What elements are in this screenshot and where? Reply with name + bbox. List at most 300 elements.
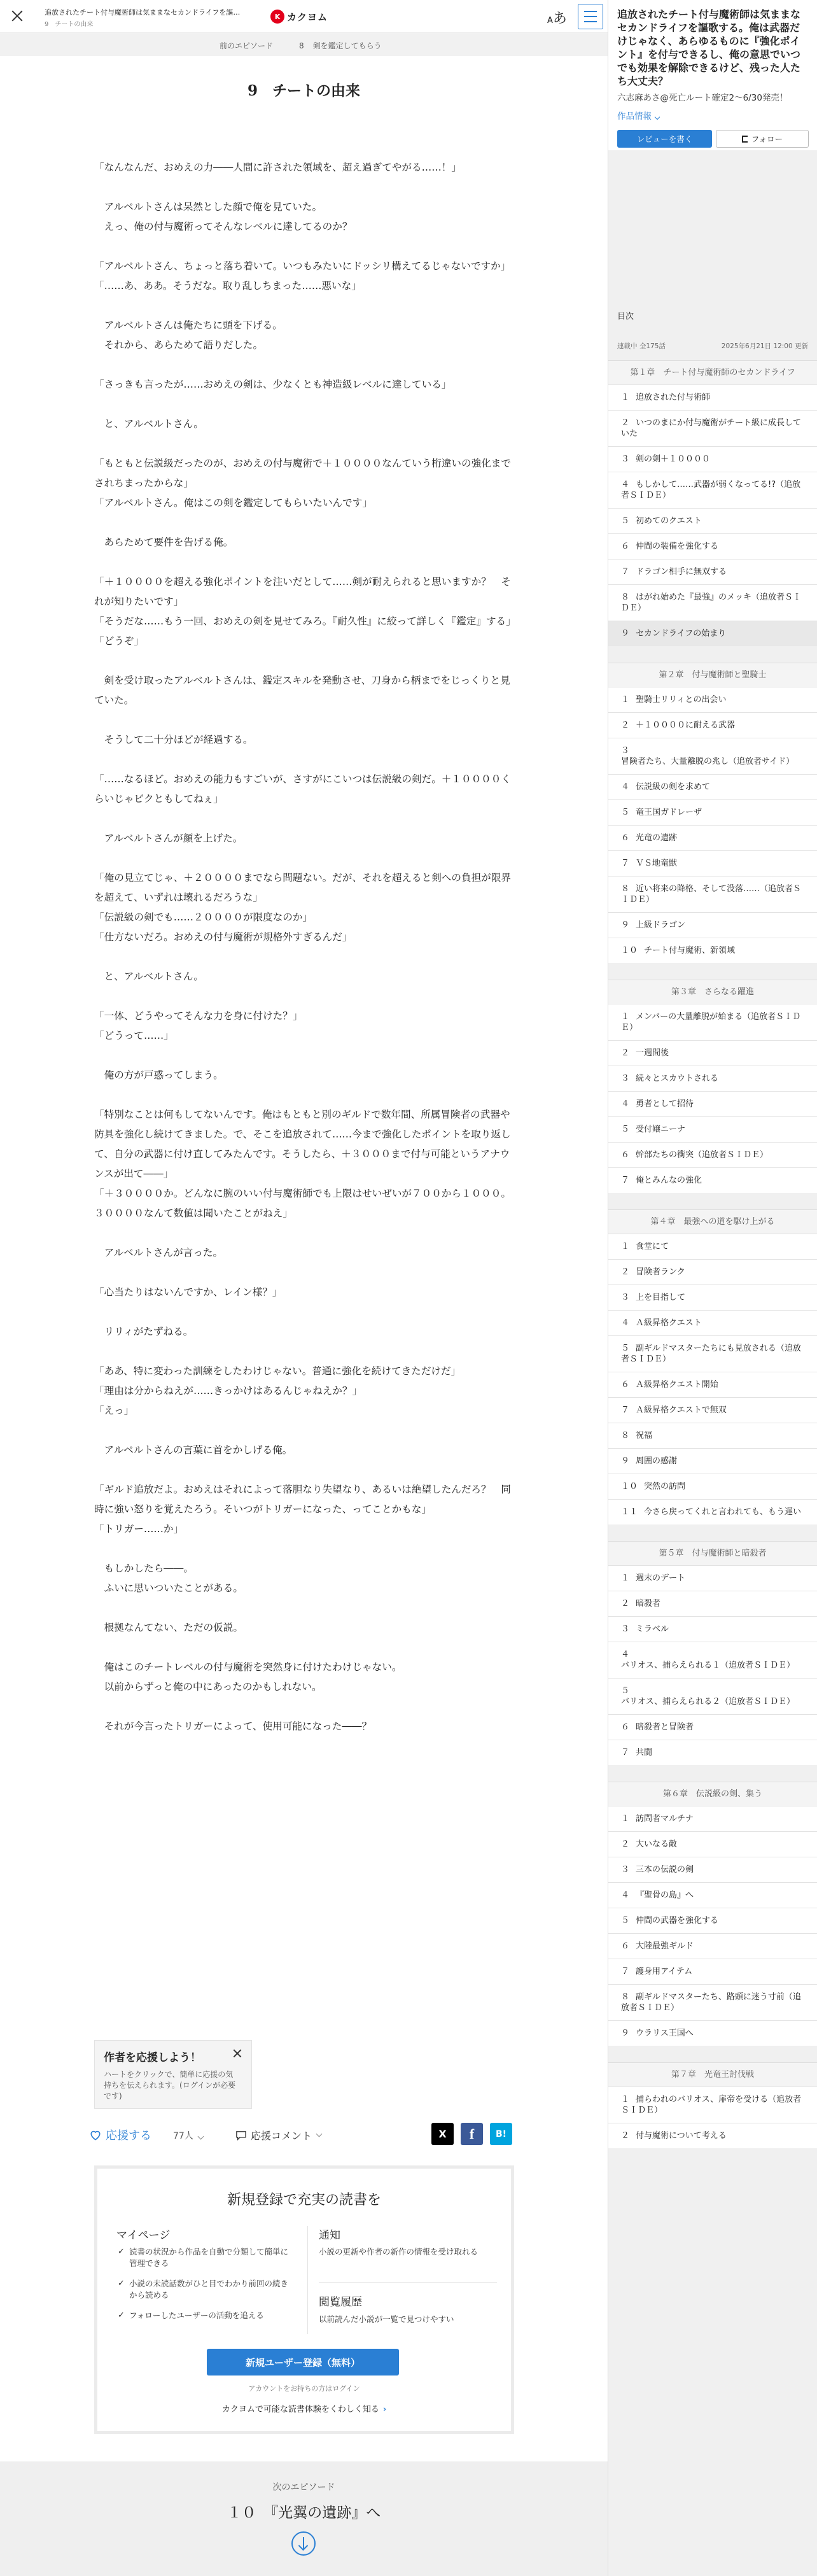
toc-episode-title: 上を目指して bbox=[636, 1293, 686, 1302]
toc-episode-item[interactable] bbox=[608, 1234, 817, 1259]
toc-episode-number: ４ bbox=[621, 1099, 630, 1109]
blank-line bbox=[94, 848, 518, 868]
toc-episode-item[interactable] bbox=[608, 738, 817, 774]
episode-paragraph: 剣を受け取ったアルベルトさんは、鑑定スキルを発動させ、刀身から柄までをじっくりと見ていた。 bbox=[94, 675, 510, 706]
toc-episode-number: ２ bbox=[621, 2131, 630, 2141]
toc-episode-number: ６ bbox=[621, 1941, 630, 1951]
episode-paragraph: 「＋１００００を超える強化ポイントを注いだとして……剣が耐えられると思いますか？ それが知りたいです」 bbox=[94, 576, 511, 607]
chevron-down-icon bbox=[655, 115, 660, 120]
toc-episode-title: ドラゴン相手に無双する bbox=[636, 567, 727, 577]
chevron-down-icon bbox=[316, 2131, 323, 2137]
toc-heading: 目次 bbox=[617, 312, 634, 321]
blank-line bbox=[94, 1421, 518, 1440]
toc-episode-title: ミラベル bbox=[636, 1624, 669, 1634]
episode-paragraph: 「アルベルトさん。俺はこの剣を鑑定してもらいたいんです」 bbox=[94, 497, 372, 509]
toc-episode-number: ６ bbox=[621, 1150, 630, 1160]
work-title-short[interactable]: 追放されたチート付与魔術師は気ままなセカンドライフを謳… bbox=[45, 8, 241, 17]
learn-more-link[interactable] bbox=[97, 2402, 511, 2414]
share-facebook-button[interactable]: f bbox=[461, 2123, 483, 2145]
blank-line bbox=[94, 947, 518, 967]
toc-episode-number: ５ bbox=[621, 1686, 630, 1696]
toc-episode-item[interactable] bbox=[608, 1310, 817, 1335]
toc-episode-item[interactable] bbox=[608, 1335, 817, 1372]
toc-episode-title: ウラリス王国へ bbox=[636, 2029, 694, 2038]
toc-episode-item[interactable] bbox=[608, 1933, 817, 1959]
prev-episode-link[interactable]: 前のエピソード bbox=[220, 41, 274, 50]
blank-line bbox=[94, 1460, 518, 1480]
toc-episode-number: １ bbox=[621, 2095, 630, 2104]
toc-episode-item[interactable] bbox=[608, 446, 817, 472]
chapter-gap bbox=[608, 646, 817, 663]
toc-episode-item[interactable] bbox=[608, 472, 817, 508]
toc-episode-title: 今さら戻ってくれと言われても、もう遅い bbox=[644, 1507, 802, 1517]
toc-episode-item[interactable] bbox=[608, 2087, 817, 2123]
blank-line bbox=[94, 237, 518, 257]
toc-episode-number: ７ bbox=[621, 859, 630, 868]
episode-paragraph: 「俺の見立てじゃ、＋２００００までなら問題ない。だが、それを超えると剣への負担が限界を超えて、いずれは壊れるだろうな」 bbox=[94, 872, 511, 903]
blank-line bbox=[94, 553, 518, 572]
episode-paragraph: 「……あ、ああ。そうだな。取り乱しちまった……悪いな」 bbox=[94, 280, 361, 292]
episode-paragraph: 「なんなんだ、おめえの力――人間に許された領域を、超え過ぎてやがる……！」 bbox=[94, 162, 461, 173]
toc-episode-item[interactable] bbox=[608, 508, 817, 533]
toc-episode-number: ５ bbox=[621, 1344, 630, 1353]
feature-item: ✓ 小説の未読話数がひと目でわかり前回の続きから読める bbox=[116, 2278, 295, 2301]
toc-episode-title: 光竜の遺跡 bbox=[636, 833, 678, 843]
toc-episode-title: 共闘 bbox=[636, 1748, 653, 1757]
toc-episode-number: １ bbox=[621, 695, 630, 705]
arrow-down-circle-icon[interactable] bbox=[291, 2531, 316, 2556]
toc-episode-item[interactable] bbox=[608, 1499, 817, 1524]
cheer-count-value: 77人 bbox=[173, 2131, 193, 2141]
episode-paragraph: ふいに思いついたことがある。 bbox=[94, 1582, 243, 1594]
toc-status: 連載中 全175話 bbox=[617, 342, 666, 350]
toc-episode-title: 副ギルドマスターたち、路頭に迷う寸前（追放者ＳＩＤＥ） bbox=[621, 1992, 801, 2013]
toc-episode-number: ３ bbox=[621, 1624, 630, 1634]
toc-chapter-title: 第５章 付与魔術師と暗殺者 bbox=[608, 1541, 817, 1565]
toc-episode-item[interactable] bbox=[608, 1116, 817, 1142]
episode-paragraph: 「一体、どうやってそんな力を身に付けた？」 bbox=[94, 1010, 303, 1022]
toc-fade-overlay bbox=[608, 2438, 817, 2576]
toc-episode-item[interactable] bbox=[608, 559, 817, 584]
toc-episode-title: Ａ級昇格クエスト開始 bbox=[636, 1380, 718, 1390]
toc-episode-number: ９ bbox=[621, 2029, 630, 2038]
episode-paragraph: 「特別なことは何もしてないんです。俺はもともと別のギルドで数年間、所属冒険者の武器や防具を強化し続けてきました。で、そこを追放されて……今まで強化したポイントを取り返して、自分の武器に付け直してみたんです。そうしたら、＋３０００まで付与可能というアナウンスが出て――」 bbox=[94, 1109, 511, 1179]
toc-sidebar bbox=[608, 0, 817, 2576]
toc-episode-number: ６ bbox=[621, 833, 630, 843]
episode-paragraph: 根拠なんてない、ただの仮説。 bbox=[94, 1622, 243, 1633]
toc-episode-item[interactable] bbox=[608, 850, 817, 876]
blank-line bbox=[94, 178, 518, 197]
toc-chapter-title: 第４章 最強への道を駆け上がる bbox=[608, 1209, 817, 1234]
toc-episode-number: １０ bbox=[621, 946, 638, 955]
blank-line bbox=[94, 296, 518, 316]
toc-episode-title: 俺とみんなの強化 bbox=[636, 1176, 702, 1185]
history-heading: 閲覧履歴 bbox=[319, 2296, 362, 2309]
feature-item: ✓ 読書の状況から作品を自動で分類して簡単に管理できる bbox=[116, 2246, 295, 2269]
chapter-gap bbox=[608, 1524, 817, 1541]
heart-icon bbox=[89, 2129, 102, 2141]
episode-paragraph: 「アルベルトさん、ちょっと落ち着いて。いつもみたいにドッシリ構えてるじゃないですか」 bbox=[94, 260, 511, 272]
toc-episode-item[interactable] bbox=[608, 799, 817, 825]
toc-updated: 2025年6月21日 12:00 更新 bbox=[721, 342, 808, 350]
work-info-label: 作品情報 bbox=[617, 111, 652, 122]
toc-episode-number: ５ bbox=[621, 516, 630, 526]
toc-episode-number: ７ bbox=[621, 567, 630, 577]
toc-list bbox=[608, 360, 817, 2148]
font-size-button[interactable] bbox=[547, 8, 567, 27]
toc-episode-item[interactable] bbox=[608, 1091, 817, 1116]
blank-line bbox=[94, 395, 518, 414]
toc-episode-title: 食堂にて bbox=[636, 1242, 669, 1251]
blank-line bbox=[94, 1302, 518, 1322]
episode-paragraph: アルベルトさんが顔を上げた。 bbox=[94, 833, 243, 844]
episode-paragraph: 「トリガー……か」 bbox=[94, 1523, 184, 1535]
work-summary bbox=[608, 0, 817, 150]
blank-line bbox=[94, 513, 518, 533]
toc-episode-item[interactable] bbox=[608, 1984, 817, 2020]
toc-episode-title: 仲間の装備を強化する bbox=[636, 542, 719, 551]
toc-episode-number: ４ bbox=[621, 1318, 630, 1328]
close-icon[interactable] bbox=[10, 9, 24, 23]
toc-episode-title: 副ギルドマスターたちにも見放される（追放者ＳＩＤＥ） bbox=[621, 1344, 801, 1364]
toc-episode-title: 追放された付与術師 bbox=[636, 393, 711, 402]
learn-more-label: カクヨムで可能な読書体験をくわしく知る bbox=[221, 2405, 379, 2414]
episode-paragraph: リリィがたずねる。 bbox=[94, 1326, 193, 1337]
toc-episode-item[interactable] bbox=[608, 1806, 817, 1831]
follow-label: フォロー bbox=[751, 134, 783, 144]
toc-episode-item[interactable] bbox=[608, 1908, 817, 1933]
toc-episode-title: 大いなる敵 bbox=[636, 1840, 678, 1849]
toc-episode-number: ３ bbox=[621, 746, 630, 756]
toc-episode-title: 付与魔術について考える bbox=[636, 2131, 727, 2141]
toc-episode-title: チート付与魔術、新領域 bbox=[644, 946, 736, 955]
toc-episode-title: Ａ級昇格クエスト bbox=[636, 1318, 702, 1328]
feature-item: ✓ フォローしたユーザーの活動を追える bbox=[116, 2310, 295, 2321]
toc-episode-item[interactable] bbox=[608, 1678, 817, 1714]
toc-episode-item[interactable] bbox=[608, 533, 817, 559]
divider bbox=[319, 2282, 497, 2283]
episode-paragraph: と、アルベルトさん。 bbox=[94, 418, 204, 430]
episode-paragraph: 「そうだな……もう一回、おめえの剣を見せてみろ。『耐久性』に絞って詳しく『鑑定』する」 bbox=[94, 616, 516, 627]
toc-episode-item[interactable] bbox=[608, 876, 817, 912]
toc-episode-title: 初めてのクエスト bbox=[636, 516, 702, 526]
toc-chapter-title: 第７章 光竜王討伐戦 bbox=[608, 2062, 817, 2087]
blank-line bbox=[94, 434, 518, 454]
toc-episode-title: 捕らわれのバリオス、扉帝を受ける（追放者ＳＩＤＥ） bbox=[621, 2095, 802, 2115]
prev-episode-title[interactable] bbox=[299, 40, 382, 51]
register-title: 新規登録で充実の読書を bbox=[227, 2192, 381, 2208]
blank-line bbox=[94, 355, 518, 375]
blank-line bbox=[94, 1223, 518, 1243]
toc-episode-number: ５ bbox=[621, 808, 630, 817]
toc-episode-item[interactable] bbox=[608, 1857, 817, 1882]
toc-episode-title: もしかして……武器が弱くなってる!?（追放者ＳＩＤＥ） bbox=[621, 480, 801, 500]
episode-paragraph: 「＋３００００か。どんなに腕のいい付与魔術師でも上限はせいぜいが７００から１０００。３００００なんて数値は聞いたことがねえ」 bbox=[94, 1188, 511, 1219]
cheer-button[interactable] bbox=[89, 2127, 151, 2143]
header-episode bbox=[45, 18, 99, 28]
toc-episode-item[interactable] bbox=[608, 621, 817, 646]
episode-paragraph: アルベルトさんは俺たちに頭を下げる。 bbox=[94, 320, 283, 331]
blank-line bbox=[94, 1263, 518, 1283]
toc-episode-number: ２ bbox=[621, 721, 630, 730]
toc-episode-title: 訪問者マルチナ bbox=[636, 1814, 694, 1824]
episode-paragraph: 「伝説級の剣でも……２００００が限度なのか」 bbox=[94, 911, 313, 923]
toc-episode-item[interactable] bbox=[608, 1740, 817, 1765]
toc-chapter-title: 第１章 チート付与魔術師のセカンドライフ bbox=[608, 360, 817, 384]
toc-episode-number: ９ bbox=[621, 1456, 630, 1466]
next-episode-area bbox=[0, 2461, 608, 2576]
toc-episode-item[interactable] bbox=[608, 825, 817, 850]
blank-line bbox=[94, 1085, 518, 1105]
toc-episode-item[interactable] bbox=[608, 1448, 817, 1474]
chevron-down-icon bbox=[197, 2134, 204, 2140]
toc-episode-number: １ bbox=[621, 1012, 630, 1022]
episode-paragraph: えっ、俺の付与魔術ってそんなレベルに達してるのか？ bbox=[94, 221, 353, 232]
toc-episode-number: ２ bbox=[621, 1599, 630, 1608]
toc-episode-title: 幹部たちの衝突（追放者ＳＩＤＥ） bbox=[636, 1150, 769, 1160]
toc-episode-item[interactable] bbox=[608, 1882, 817, 1908]
toc-episode-title: 伝説級の剣を求めて bbox=[636, 782, 711, 792]
toc-episode-number: ８ bbox=[621, 1431, 630, 1440]
cheer-prompt-text: ハートをクリックで、簡単に応援の気持ちを伝えられます。(ログインが必要です) bbox=[104, 2070, 236, 2101]
toc-episode-item[interactable] bbox=[608, 1565, 817, 1591]
toc-episode-title: 続々とスカウトされる bbox=[636, 1074, 719, 1083]
toc-episode-number: １ bbox=[621, 393, 630, 402]
toc-episode-title: 護身用アイテム bbox=[636, 1967, 693, 1976]
share-hatena-button[interactable]: B! bbox=[490, 2123, 512, 2145]
blank-line bbox=[94, 1598, 518, 1618]
toc-episode-title: いつのまにか付与魔術がチート級に成長していた bbox=[621, 418, 802, 439]
cheer-count[interactable] bbox=[173, 2129, 203, 2142]
toc-episode-title: 上級ドラゴン bbox=[636, 920, 686, 930]
episode-paragraph: 「えっ」 bbox=[94, 1405, 134, 1416]
toc-episode-number: ７ bbox=[621, 1748, 630, 1757]
next-episode-link[interactable]: １０ 『光翼の遺跡』へ bbox=[227, 2505, 381, 2521]
blank-line bbox=[94, 1342, 518, 1362]
toc-episode-title: 聖騎士リリィとの出会い bbox=[636, 695, 727, 705]
reaction-bar bbox=[89, 2122, 519, 2147]
bookmark-icon bbox=[742, 136, 748, 143]
toc-episode-title: 周囲の感謝 bbox=[636, 1456, 678, 1466]
cheer-prompt bbox=[94, 2040, 252, 2109]
login-link[interactable]: アカウントをお持ちの方はログイン bbox=[248, 2384, 360, 2393]
episode-paragraph: もしかしたら――。 bbox=[94, 1563, 193, 1574]
toc-episode-title: バリオス、捕らえられる２（追放者ＳＩＤＥ） bbox=[621, 1697, 795, 1707]
follow-button[interactable] bbox=[716, 130, 809, 148]
episode-paragraph: と、アルベルトさん。 bbox=[94, 971, 204, 982]
episode-paragraph: アルベルトさんが言った。 bbox=[94, 1247, 223, 1258]
episode-paragraph: それが今言ったトリガーによって、使用可能になった――？ bbox=[94, 1721, 372, 1732]
toc-episode-number: １１ bbox=[621, 1507, 638, 1517]
toc-episode-title: 『聖骨の島』へ bbox=[636, 1890, 694, 1900]
toc-episode-number: ３ bbox=[621, 454, 630, 464]
logo-text: カクヨム bbox=[287, 11, 328, 23]
toc-episode-item[interactable] bbox=[608, 1714, 817, 1740]
toc-episode-title: バリオス、捕らえられる１（追放者ＳＩＤＥ） bbox=[621, 1661, 795, 1670]
episode-paragraph: 「ギルド追放だよ。おめえはそれによって落胆なり失望なり、あるいは絶望したんだろ？ 同時に強い怒りを覚えたろう。そいつがトリガーになった、ってことかもな」 bbox=[94, 1484, 511, 1515]
episode-paragraph: 俺はこのチートレベルの付与魔術を突然身に付けたわけじゃない。 bbox=[94, 1661, 402, 1673]
toc-episode-item[interactable] bbox=[608, 1372, 817, 1397]
toc-episode-number: ３ bbox=[621, 1074, 630, 1083]
toc-episode-number: ４ bbox=[621, 1890, 630, 1900]
toc-episode-number: ２ bbox=[621, 1840, 630, 1849]
toc-episode-title: セカンドライフの始まり bbox=[636, 629, 727, 638]
kakuyomu-logo[interactable] bbox=[270, 8, 328, 25]
toc-episode-item[interactable] bbox=[608, 774, 817, 799]
work-title[interactable]: 追放されたチート付与魔術師は気ままなセカンドライフを謳歌する。俺は武器だけじゃなく、あらゆるものに『強化ポイント』を付与できるし、俺の意思でいつでも効果を解除できるけど、残った人たち大丈夫？ bbox=[617, 8, 801, 87]
comment-label: 応援コメント bbox=[251, 2130, 312, 2142]
toc-episode-number: ５ bbox=[621, 1125, 630, 1134]
toc-episode-title: 竜王国ガドレーザ bbox=[636, 808, 702, 817]
toc-episode-item[interactable] bbox=[608, 1642, 817, 1678]
toc-menu-icon[interactable] bbox=[578, 4, 603, 29]
prev-episode-name: 剣を鑑定してもらう bbox=[312, 41, 382, 50]
toc-episode-title: 近い将来の降格、そして没落……（追放者ＳＩＤＥ） bbox=[621, 884, 802, 904]
register-promo bbox=[94, 2165, 514, 2434]
header-episode-num: 9 bbox=[45, 21, 49, 28]
toc-episode-item[interactable] bbox=[608, 1397, 817, 1423]
toc-episode-title: 勇者として招待 bbox=[636, 1099, 694, 1109]
episode-paragraph: 「どうぞ」 bbox=[94, 635, 144, 647]
toc-episode-title: 仲間の武器を強化する bbox=[636, 1916, 719, 1925]
font-size-small-label: A bbox=[547, 16, 553, 25]
toc-episode-number: １０ bbox=[621, 1482, 638, 1491]
toc-episode-number: ６ bbox=[621, 542, 630, 551]
toc-episode-item[interactable] bbox=[608, 912, 817, 938]
episode-paragraph: 「もともと伝説級だったのが、おめえの付与魔術で＋１００００なんていう桁違いの強化までされちまったからな」 bbox=[94, 458, 511, 489]
toc-episode-number: ３ bbox=[621, 1865, 630, 1875]
toc-episode-title: 週末のデート bbox=[636, 1573, 686, 1583]
toc-episode-number: ７ bbox=[621, 1967, 630, 1976]
header-episode-title: チートの由来 bbox=[55, 21, 94, 28]
episode-paragraph: 「心当たりはないんですか、レイン様？」 bbox=[94, 1286, 283, 1298]
toc-episode-item[interactable] bbox=[608, 1591, 817, 1616]
episode-paragraph: 「……なるほど。おめえの能力もすごいが、さすがにこいつは伝説級の剣だ。＋１００００くらいじゃビクともしてねぇ」 bbox=[94, 773, 511, 805]
cheer-label: 応援する bbox=[106, 2129, 151, 2143]
toc-episode-item[interactable] bbox=[608, 2123, 817, 2148]
toc-episode-title: 祝福 bbox=[636, 1431, 653, 1440]
episode-paragraph: 「どうって……」 bbox=[94, 1030, 174, 1041]
blank-line bbox=[94, 1697, 518, 1717]
blank-line bbox=[94, 750, 518, 770]
episode-body bbox=[94, 158, 518, 1736]
toc-episode-item[interactable] bbox=[608, 938, 817, 963]
toc-episode-item[interactable] bbox=[608, 1167, 817, 1193]
episode-paragraph: 「理由は分からねえが……きっかけはあるんじゃねえか？」 bbox=[94, 1385, 363, 1397]
toc-episode-title: ＶＳ地竜獣 bbox=[636, 859, 678, 868]
toc-episode-item[interactable] bbox=[608, 1474, 817, 1499]
blank-line bbox=[94, 651, 518, 671]
episode-paragraph: そうして二十分ほどが経過する。 bbox=[94, 734, 253, 745]
toc-episode-title: 大陸最強ギルド bbox=[636, 1941, 694, 1951]
toc-episode-item[interactable] bbox=[608, 1142, 817, 1167]
comment-icon bbox=[235, 2130, 247, 2141]
episode-paragraph: 「仕方ないだろ。おめえの付与魔術が規格外すぎるんだ」 bbox=[94, 931, 353, 943]
toc-episode-number: ８ bbox=[621, 1992, 630, 2002]
toc-episode-item[interactable] bbox=[608, 1959, 817, 1984]
toc-episode-item[interactable] bbox=[608, 712, 817, 738]
toc-episode-item[interactable] bbox=[608, 1423, 817, 1448]
episode-paragraph: あらためて要件を告げる俺。 bbox=[94, 537, 234, 548]
breadcrumb bbox=[0, 33, 608, 56]
toc-episode-number: ４ bbox=[621, 782, 630, 792]
chevron-right-icon: › bbox=[382, 2405, 387, 2414]
toc-episode-title: 剣の剣＋１００００ bbox=[636, 454, 711, 464]
write-review-button[interactable]: レビューを書く bbox=[617, 130, 712, 148]
next-episode-label: 次のエピソード bbox=[272, 2482, 335, 2493]
toc-episode-number: ２ bbox=[621, 418, 630, 428]
chapter-gap bbox=[608, 963, 817, 980]
toc-chapter-title: 第６章 伝説級の剣、集う bbox=[608, 1782, 817, 1806]
toc-episode-number: ８ bbox=[621, 884, 630, 894]
blank-line bbox=[94, 987, 518, 1006]
chapter-gap bbox=[608, 1765, 817, 1782]
notify-heading: 通知 bbox=[319, 2229, 340, 2242]
mypage-heading: マイページ bbox=[116, 2229, 171, 2242]
comment-button[interactable] bbox=[235, 2128, 321, 2143]
episode-paragraph: 「ああ、特に変わった訓練をしたわけじゃない。普通に強化を続けてきただけだ」 bbox=[94, 1365, 461, 1377]
toc-episode-number: ６ bbox=[621, 1380, 630, 1390]
toc-episode-number: ７ bbox=[621, 1176, 630, 1185]
toc-episode-number: ７ bbox=[621, 1405, 630, 1415]
toc-episode-number: ２ bbox=[621, 1048, 630, 1058]
toc-episode-title: ＋１００００に耐える武器 bbox=[636, 721, 736, 730]
font-size-label: あ bbox=[552, 11, 567, 27]
work-info-link[interactable] bbox=[617, 109, 808, 122]
blank-line bbox=[94, 1046, 518, 1066]
episode-paragraph: 「さっきも言ったが……おめえの剣は、少なくとも神造級レベルに達している」 bbox=[94, 379, 452, 390]
toc-episode-item[interactable] bbox=[608, 1284, 817, 1310]
episode-title: 9 チートの由来 bbox=[247, 82, 360, 99]
toc-episode-title: 一週間後 bbox=[636, 1048, 669, 1058]
toc-episode-number: ５ bbox=[621, 1916, 630, 1925]
toc-chapter-title: 第２章 付与魔術師と聖騎士 bbox=[608, 663, 817, 687]
toc-episode-item[interactable] bbox=[608, 410, 817, 446]
notify-text: 小説の更新や作者の新作の情報を受け取れる bbox=[319, 2247, 478, 2256]
episode-paragraph: 以前からずっと俺の中にあったのかもしれない。 bbox=[94, 1681, 322, 1693]
toc-episode-item[interactable] bbox=[608, 1616, 817, 1642]
toc-episode-item[interactable] bbox=[608, 1004, 817, 1040]
register-button[interactable]: 新規ユーザー登録（無料） bbox=[207, 2349, 399, 2375]
toc-chapter-title: 第３章 さらなる躍進 bbox=[608, 980, 817, 1004]
toc-episode-title: 三本の伝説の剣 bbox=[636, 1865, 694, 1875]
blank-line bbox=[94, 1539, 518, 1559]
toc-episode-item[interactable] bbox=[608, 384, 817, 410]
episode-header bbox=[0, 0, 608, 33]
toc-episode-number: ３ bbox=[621, 1293, 630, 1302]
toc-episode-item[interactable] bbox=[608, 1066, 817, 1091]
toc-episode-title: 受付嬢ニーナ bbox=[636, 1125, 686, 1134]
work-author[interactable]: 六志麻あさ@死亡ルート確定2〜6/30発売！ bbox=[617, 93, 788, 103]
toc-episode-number: ２ bbox=[621, 1267, 630, 1277]
episode-paragraph: それから、あらためて語りだした。 bbox=[94, 339, 263, 351]
toc-episode-number: １ bbox=[621, 1814, 630, 1824]
toc-episode-item[interactable] bbox=[608, 1040, 817, 1066]
toc-episode-number: ９ bbox=[621, 629, 630, 638]
divider bbox=[307, 2226, 308, 2334]
episode-paragraph: アルベルトさんの言葉に首をかしげる俺。 bbox=[94, 1444, 293, 1456]
episode-paragraph: 俺の方が戸惑ってしまう。 bbox=[94, 1069, 223, 1081]
toc-episode-item[interactable] bbox=[608, 687, 817, 712]
toc-episode-item[interactable] bbox=[608, 584, 817, 621]
toc-meta bbox=[617, 341, 808, 351]
share-x-button[interactable]: X bbox=[431, 2123, 454, 2145]
toc-episode-item[interactable] bbox=[608, 1831, 817, 1857]
toc-episode-title: 突然の訪問 bbox=[644, 1482, 686, 1491]
toc-episode-item[interactable] bbox=[608, 2020, 817, 2046]
close-icon[interactable] bbox=[232, 2048, 242, 2059]
toc-episode-item[interactable] bbox=[608, 1259, 817, 1284]
